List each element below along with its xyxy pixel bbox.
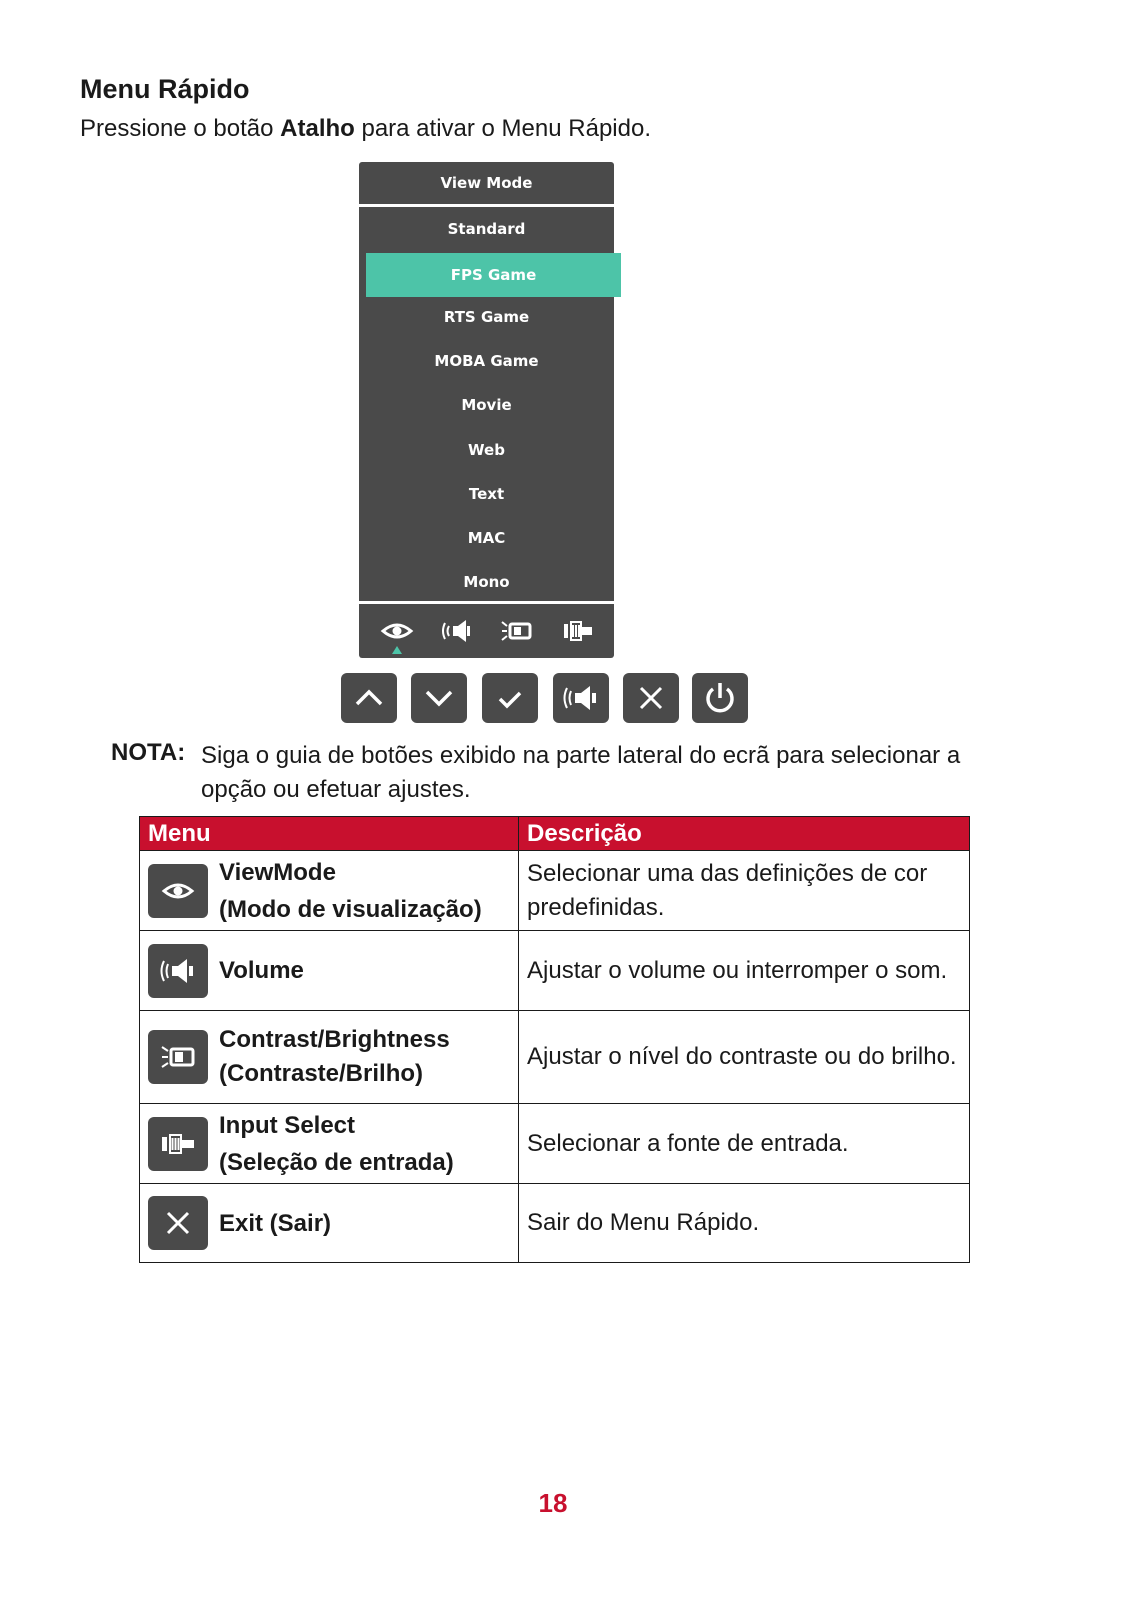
table-row [140,1104,970,1184]
exit-button[interactable] [623,673,679,723]
menu-description: Ajustar o volume ou interromper o som. [519,931,970,1011]
down-button[interactable] [411,673,467,723]
menu-description: Selecionar uma das definições de cor predefinidas. [519,851,970,931]
input-select-icon[interactable] [561,618,595,644]
osd-item-web[interactable]: Web [468,441,505,459]
table-header-row [140,817,970,851]
column-header-description: Descrição [519,817,970,851]
table-row [140,931,970,1011]
intro-text: Pressione o botão Atalho para ativar o Menu Rápido. [80,115,651,142]
table-row [140,1184,970,1263]
page-title: Menu Rápido [80,74,250,104]
volume-button[interactable] [553,673,609,723]
osd-item-fps-game[interactable]: FPS Game [366,253,621,297]
menu-name: Volume [219,957,304,984]
brightness-icon [148,1030,208,1084]
quick-menu-osd [359,162,614,658]
selected-indicator [392,646,402,654]
eye-icon[interactable] [380,618,414,644]
close-icon [631,678,671,718]
menu-name: Input Select (Seleção de entrada) [219,1111,454,1176]
menu-description: Ajustar o nível do contraste ou do brilho. [519,1011,970,1104]
menu-name: ViewMode (Modo de visualização) [219,858,482,923]
quick-menu-table [139,816,970,1263]
shortcut-key-label: Atalho [280,115,355,142]
osd-icon-bar [359,606,614,658]
menu-description: Sair do Menu Rápido. [519,1184,970,1263]
column-header-menu: Menu [140,817,519,851]
eye-icon [148,864,208,918]
power-button[interactable] [692,673,748,723]
check-icon [490,678,530,718]
menu-description: Selecionar a fonte de entrada. [519,1104,970,1184]
page-number: 18 [538,1488,568,1518]
confirm-button[interactable] [482,673,538,723]
brightness-icon[interactable] [500,618,534,644]
up-button[interactable] [341,673,397,723]
down-arrow-icon [419,678,459,718]
close-icon [148,1196,208,1250]
osd-item-moba-game[interactable]: MOBA Game [434,352,539,370]
table-row [140,851,970,931]
input-select-icon [148,1117,208,1171]
volume-icon [561,678,601,718]
menu-name: Contrast/Brightness (Contraste/Brilho) [219,1026,450,1087]
osd-item-rts-game[interactable]: RTS Game [443,308,530,326]
note-label: NOTA: [111,739,186,766]
osd-item-mac[interactable]: MAC [467,529,506,547]
volume-icon[interactable] [439,618,473,644]
osd-item-text[interactable]: Text [468,485,505,503]
osd-header: View Mode [440,174,533,192]
osd-item-movie[interactable]: Movie [461,396,512,414]
table-row [140,1011,970,1104]
menu-name: Exit (Sair) [219,1209,332,1237]
osd-item-standard[interactable]: Standard [447,220,526,238]
note-text: Siga o guia de botões exibido na parte lateral do ecrã para selecionar a opção ou efetuar ajustes. [201,742,961,803]
power-icon [700,678,740,718]
osd-item-mono[interactable]: Mono [463,573,510,591]
up-arrow-icon [349,678,389,718]
osd-divider [359,601,614,604]
volume-icon [148,944,208,998]
